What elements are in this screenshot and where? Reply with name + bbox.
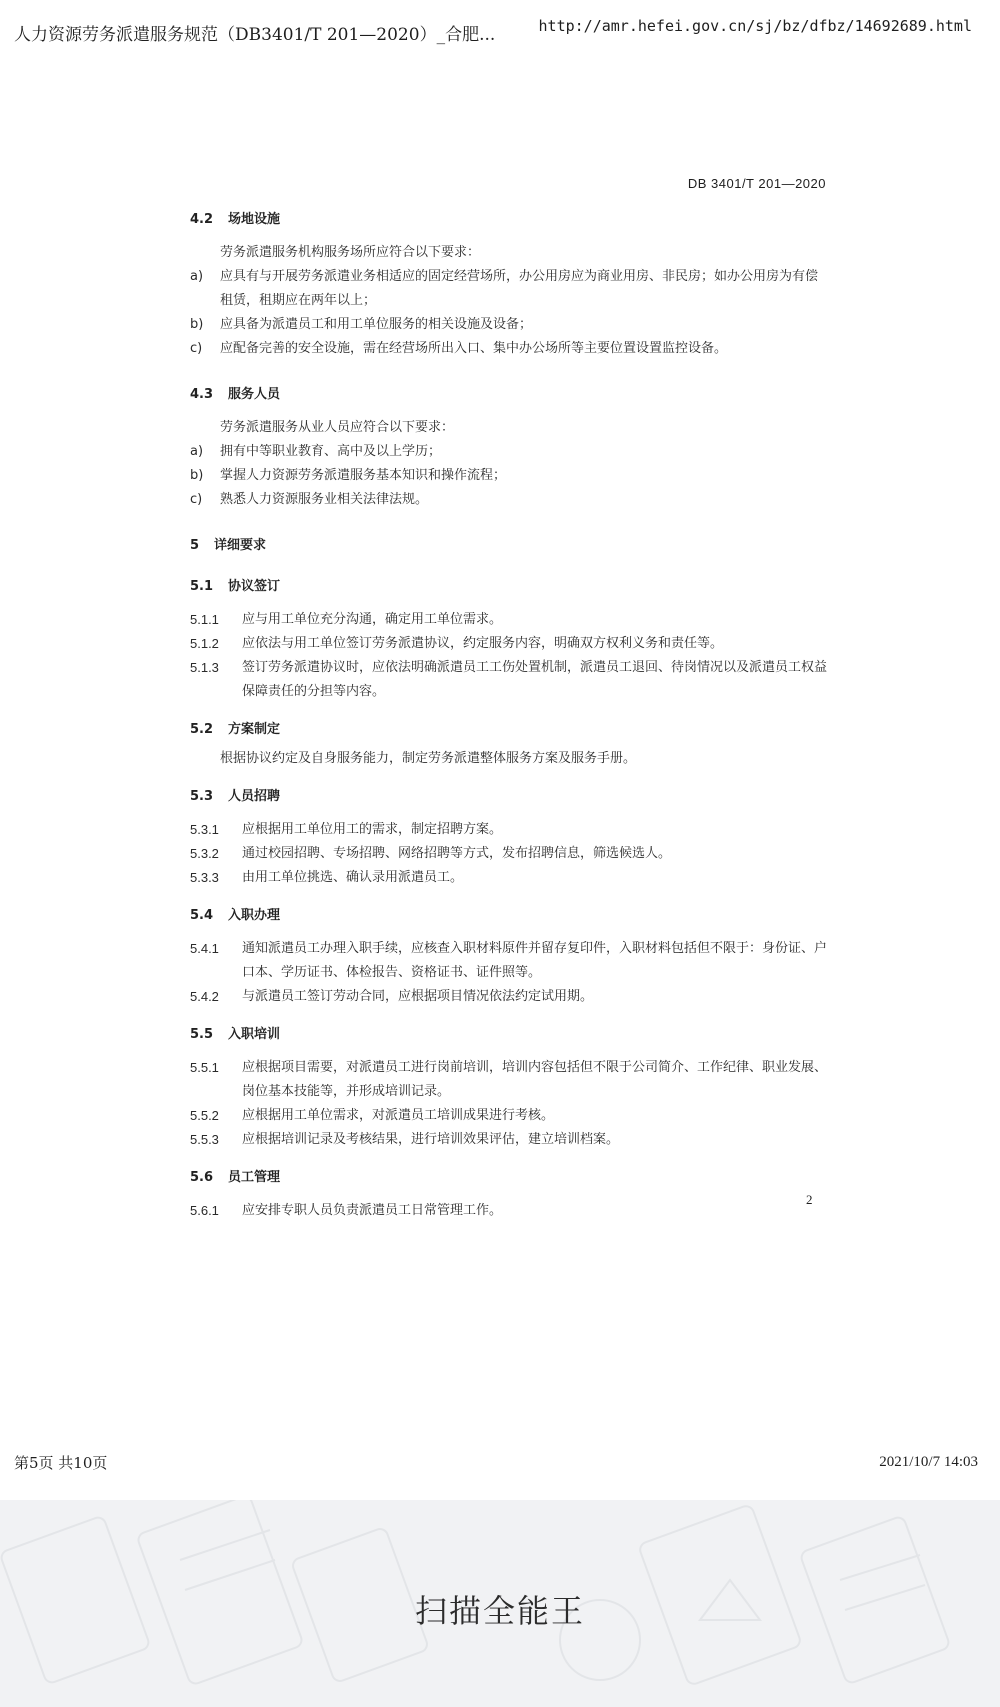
section-5-5 (190, 1023, 830, 1152)
clause: 5.3.1 应根据用工单位用工的需求，制定招聘方案。 (190, 822, 503, 837)
section-5-3 (190, 785, 830, 890)
list-item: b) 应具备为派遣员工和用工单位服务的相关设施及设备； (190, 317, 533, 332)
section-heading: 5.4 入职办理 (190, 908, 281, 923)
section-paragraph: 根据协议约定及自身服务能力，制定劳务派遣整体服务方案及服务手册。 (220, 751, 637, 766)
chapter-heading: 5 详细要求 (190, 538, 267, 553)
section-heading: 4.3 服务人员 (190, 387, 281, 402)
print-datetime: 2021/10/7 14:03 (879, 1454, 978, 1470)
clause: 5.5.1 应根据项目需要，对派遣员工进行岗前培训，培训内容包括但不限于公司简介、工作纪律、职业发展、岗位基本技能等，并形成培训记录。 (190, 1060, 828, 1099)
print-url: http://amr.hefei.gov.cn/sj/bz/dfbz/14692689.html (538, 17, 972, 35)
section-5-4 (190, 904, 830, 1009)
section-heading: 5.1 协议签订 (190, 579, 281, 594)
list-item: b) 掌握人力资源劳务派遣服务基本知识和操作流程； (190, 468, 507, 483)
section-heading: 4.2 场地设施 (190, 212, 281, 227)
print-page-info: 第5页 共10页 (14, 1454, 108, 1472)
section-5-6 (190, 1166, 830, 1223)
print-title: 人力资源劳务派遣服务规范（DB3401/T 201—2020）_合肥... (14, 25, 496, 45)
section-5-2 (190, 718, 830, 771)
clause: 5.1.2 应依法与用工单位签订劳务派遣协议，约定服务内容，明确双方权利义务和责任等。 (190, 636, 724, 651)
clause: 5.3.2 通过校园招聘、专场招聘、网络招聘等方式，发布招聘信息，筛选候选人。 (190, 846, 672, 861)
list-item: a) 拥有中等职业教育、高中及以上学历； (190, 444, 442, 459)
clause: 5.5.2 应根据用工单位需求，对派遣员工培训成果进行考核。 (190, 1108, 555, 1123)
section-4-3 (190, 383, 830, 512)
section-5 (190, 534, 830, 553)
list-item: a) 应具有与开展劳务派遣业务相适应的固定经营场所，办公用房应为商业用房、非民房；如办公用房为有偿租赁，租期应在两年以上； (190, 269, 819, 308)
section-4-2 (190, 208, 830, 361)
clause: 5.4.2 与派遣员工签订劳动合同，应根据项目情况依法约定试用期。 (190, 989, 594, 1004)
list-item: c) 应配备完善的安全设施，需在经营场所出入口、集中办公场所等主要位置设置监控设备。 (190, 341, 728, 356)
section-intro: 劳务派遣服务从业人员应符合以下要求： (220, 420, 455, 435)
document-code: DB 3401/T 201—2020 (687, 176, 826, 191)
section-heading: 5.3 人员招聘 (190, 789, 281, 804)
clause: 5.3.3 由用工单位挑选、确认录用派遣员工。 (190, 870, 464, 885)
clause: 5.1.3 签订劳务派遣协议时，应依法明确派遣员工工伤处置机制，派遣员工退回、待岗情况以及派遣员工权益保障责任的分担等内容。 (190, 660, 828, 699)
clause: 5.6.1 应安排专职人员负责派遣员工日常管理工作。 (190, 1203, 503, 1218)
clause: 5.4.1 通知派遣员工办理入职手续，应核查入职材料原件并留存复印件，入职材料包括但不限于：身份证、户口本、学历证书、体检报告、资格证书、证件照等。 (190, 941, 828, 980)
section-heading: 5.5 入职培训 (190, 1027, 281, 1042)
print-header (0, 0, 1000, 60)
clause: 5.1.1 应与用工单位充分沟通，确定用工单位需求。 (190, 612, 503, 627)
page-number: 2 (806, 1192, 813, 1207)
clause: 5.5.3 应根据培训记录及考核结果，进行培训效果评估，建立培训档案。 (190, 1132, 620, 1147)
document-body (190, 208, 830, 1223)
section-intro: 劳务派遣服务机构服务场所应符合以下要求： (220, 245, 481, 260)
list-item: c) 熟悉人力资源服务业相关法律法规。 (190, 492, 429, 507)
watermark-text: 扫描全能王 (414, 1592, 585, 1630)
scanner-watermark-band (0, 1500, 1000, 1707)
section-heading: 5.2 方案制定 (190, 722, 281, 737)
section-heading: 5.6 员工管理 (190, 1170, 281, 1185)
section-5-1 (190, 575, 830, 704)
